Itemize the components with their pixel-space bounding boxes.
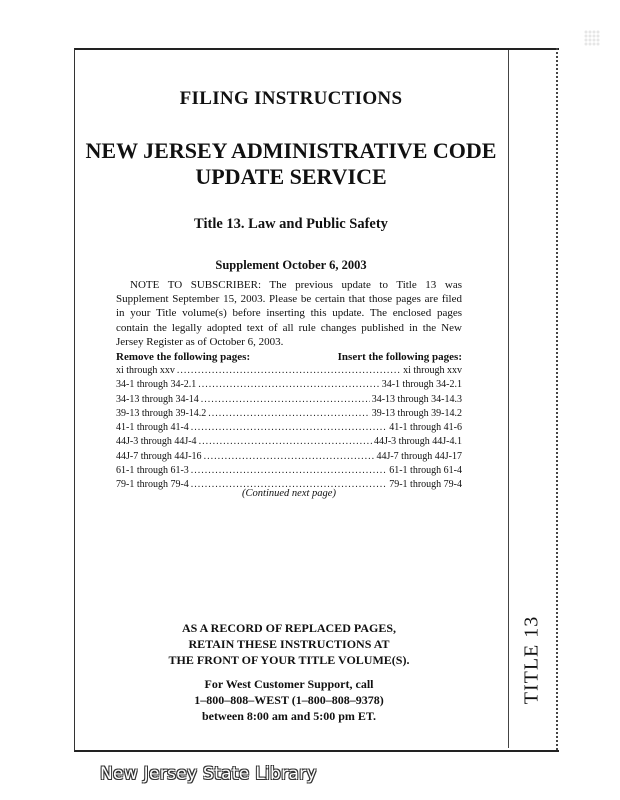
remove-pages: 34-1 through 34-2.1 [116,379,197,391]
table-row [116,408,462,422]
support-line1: For West Customer Support, call [204,677,374,691]
remove-column-header: Remove the following pages: [116,351,251,363]
record-instructions [116,620,462,668]
table-row [116,365,462,379]
remove-pages: 61-1 through 61-3 [116,465,189,477]
leader-dots [201,394,370,405]
remove-pages: xi through xxv [116,365,175,376]
page-frame-right-edge [556,48,559,750]
remove-pages: 34-13 through 34-14 [116,393,199,405]
insert-pages: 44J-3 through 44J-4.1 [373,436,462,448]
customer-support [116,676,462,724]
subscriber-note: NOTE TO SUBSCRIBER: The previous update to Title 13 was Supplement September 15, 2003. Please be certain that those pages are filed in your Title volume(s) before inserting this update. The enclosed pages contain the legally adopted text of all rule changes published in the New Jersey Register as of October 6, 2003. [116,279,462,348]
page-title: FILING INSTRUCTIONS [179,88,403,109]
table-row [116,394,462,408]
insert-pages: 34-1 through 34-2.1 [381,379,462,391]
leader-dots [177,365,401,376]
scan-speck [584,30,600,46]
code-heading-line1: NEW JERSEY ADMINISTRATIVE CODE [85,138,497,163]
code-heading-line2: UPDATE SERVICE [195,164,387,189]
insert-pages: 79-1 through 79-4 [389,479,462,491]
support-hours: between 8:00 am and 5:00 pm ET. [201,709,377,723]
record-line2: RETAIN THESE INSTRUCTIONS AT [188,637,390,651]
supplement-date: Supplement October 6, 2003 [215,258,367,272]
record-line3: THE FRONT OF YOUR TITLE VOLUME(S). [168,653,410,667]
remove-pages: 79-1 through 79-4 [116,479,189,491]
insert-pages: xi through xxv [403,365,462,376]
record-line1: AS A RECORD OF REPLACED PAGES, [181,621,397,635]
library-stamp: New Jersey State Library [100,764,317,784]
remove-pages: 39-13 through 39-14.2 [116,407,207,419]
leader-dots [191,422,387,433]
support-phone: 1–800–808–WEST (1–800–808–9378) [194,693,384,707]
leader-dots [204,451,375,462]
table-row [116,465,462,479]
continued-note: (Continued next page) [242,488,336,499]
code-heading [74,138,508,190]
insert-pages: 44J-7 through 44J-17 [376,450,462,462]
leader-dots [198,379,379,390]
leader-dots [191,465,387,476]
insert-pages: 34-13 through 34-14.3 [371,393,462,405]
title-section: Title 13. Law and Public Safety [194,216,388,232]
insert-pages: 61-1 through 61-4 [389,465,462,477]
pages-table [116,365,462,494]
table-row [116,451,462,465]
remove-pages: 44J-7 through 44J-16 [116,450,202,462]
insert-column-header: Insert the following pages: [337,351,462,363]
insert-pages: 41-1 through 41-6 [389,422,462,434]
table-row [116,422,462,436]
leader-dots [199,436,372,447]
pages-table-header [116,351,462,363]
leader-dots [208,408,369,419]
remove-pages: 41-1 through 41-4 [116,422,189,434]
insert-pages: 39-13 through 39-14.2 [371,407,462,419]
title-tab-label: TITLE 13 [520,615,543,705]
remove-pages: 44J-3 through 44J-4 [116,436,197,448]
table-row [116,379,462,393]
tab-divider [508,50,509,748]
table-row [116,436,462,450]
